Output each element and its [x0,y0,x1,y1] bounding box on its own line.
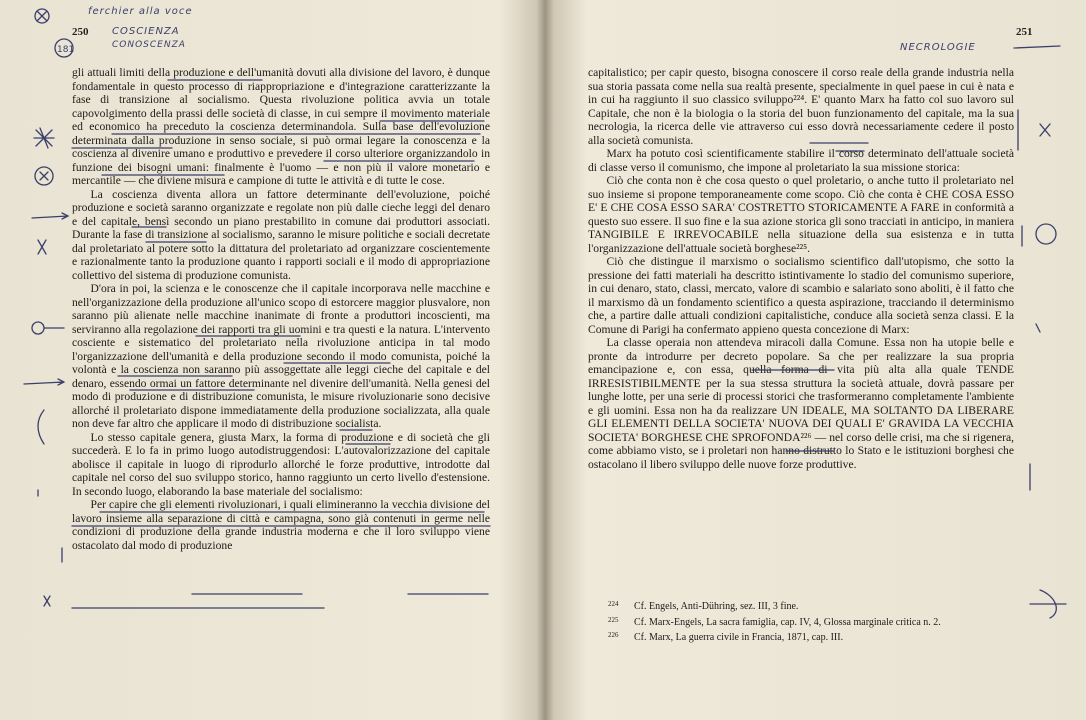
page-number: 251 [1016,26,1033,38]
paragraph: Per capire che gli elementi rivoluzionari, i quali elimineranno la vecchia divisione del lavoro insieme alla separazione di città e campagna, sono già contenuti in germe nelle condizioni di produzione della grande industria moderna e che il loro sviluppo viene ostacolato dal modo di produzione [72,498,490,552]
paragraph: D'ora in poi, la scienza e le conoscenze che il capitale incorporava nelle macchine e nell'organizzazione della produzione all'unico scopo di estorcere maggior plusvalore, non saranno più alienate nelle macchine inanimate di fronte a produttori incoscienti, ma serviranno alla regolazione dei rapporti tra gli uomini e tra questi e la natura. L'intervento cosciente e sistematico del proletariato nella rivoluzione anticipa in tal modo l'organizzazione dell'umanità e della produzione secondo il modo comunista, poiché la volontà e la coscienza non saranno più assoggettate alle leggi cieche del capitale e del denaro, essendo ormai un fattore determinante nel divenire dell'umanità. Nella genesi del modo di produzione e di distribuzione comunista, le misure rivoluzionarie sono decisive allorché il proletariato dispone immediatamente della produzione socializzata, alla quale non deve far altro che applicare il modo di distribuzione socialista. [72,282,490,430]
footnote-text: Cf. Engels, Anti-Dühring, sez. III, 3 fine. [634,601,799,612]
handwritten-note: ferchier alla voce [88,6,193,17]
paragraph: Ciò che conta non è che cosa questo o quel proletario, o anche tutto il proletariato nel suo insieme si propone temporaneamente come scopo. Ciò che conta è CHE COSA ESSO E' E CHE COSA ESSO SARA' COSTRETTO STORICAMENTE A FARE in conformità a questo suo essere. Il suo fine e la sua azione storica gli sono tracciati in anticipo, in maniera TANGIBILE E IRREVOCABILE nella situazione della sua esistenza e in tutta l'organizzazione dell'attuale società borghese²²⁵. [588,174,1014,255]
page-body [588,66,1014,471]
footnote-number: 224 [608,600,619,608]
page-body [72,66,490,552]
footnote-text: Cf. Marx, La guerra civile in Francia, 1871, cap. III. [634,632,844,643]
paragraph: gli attuali limiti della produzione e dell'umanità dovuti alla divisione del lavoro, è dunque fondamentale in questo processo di riappropriazione e d'integrazione caratterizzante la fase di transizione al socialismo. Questa rivoluzione politica avvia un totale capovolgimento della prassi delle società di classe, in cui sempre il movimento materiale ed economico ha preceduto la coscienza determinandola. Sulla base dell'evoluzione determinata dalla produzione in senso sociale, si può ormai legare la conoscenza e la coscienza al divenire umano e produttivo e prevedere il corso ulteriore organizzandolo in funzione dei bisogni umani: finalmente è l'uomo — e non più il valore monetario e mercantile — che diviene misura e campione di tutte le attività e di tutte le cose. [72,66,490,187]
handwritten-note: COSCIENZA [112,26,180,37]
footnotes [608,598,1028,645]
left-page [0,0,540,720]
footnote [608,629,1028,645]
paragraph: La coscienza diventa allora un fattore determinante dell'evoluzione, poiché produzione e società saranno organizzate e regolate non più dalle cieche leggi del denaro e del capitale, bensì secondo un piano prestabilito in comune dai produttori associati. Durante la fase di transizione al socialismo, saranno le misure politiche e sociali decretate dal proletariato al potere sotto la dittatura del proletariato ad organizzare coscientemente e razionalmente tanto la produzione quanto i rapporti sociali e il modo di appropriazione collettivo del sistema di produzione comunista. [72,187,490,282]
handwritten-note: CONOSCENZA [112,40,186,50]
handwritten-note: NECROLOGIE [900,42,976,53]
paragraph: Marx ha potuto così scientificamente stabilire il corso determinato dell'attuale società di classe verso il comunismo, che impone al proletariato la sua missione storica: [588,147,1014,174]
footnote [608,614,1028,630]
paragraph: capitalistico; per capir questo, bisogna conoscere il corso reale della grande industria nella sua storia passata come nella sua realtà presente, specialmente in quel paese in cui è nata e in cui ha raggiunto il suo classico sviluppo²²⁴. E' quanto Marx ha fatto col suo lavoro sul Capitale, che non è la biologia o la storia del buon funzionamento del capitale, ma la sua necrologia, la ricerca delle vie attraverso cui esso dovrà necessariamente cedere il posto alla società comunista. [588,66,1014,147]
handwritten-note: 181 [57,45,75,55]
footnote [608,598,1028,614]
paragraph: La classe operaia non attendeva miracoli dalla Comune. Essa non ha utopie belle e pronte da introdurre per decreto popolare. Sa che per realizzare la sua propria emancipazione e, con essa, quella forma di vita più alta alla quale TENDE IRRESISTIBILMENTE per la sua stessa struttura la società attuale, dovrà passare per lunghe lotte, per una serie di processi storici che trasformeranno completamente l'ambiente e gli uomini. Essa non ha da realizzare UN IDEALE, MA SOLTANTO DA LIBERARE GLI ELEMENTI DELLA SOCIETA' NUOVA DEI QUALI E' GRAVIDA LA VECCHIA SOCIETA' BORGHESE CHE SPROFONDA²²⁶ — nel corso delle crisi, ma che si rigenera, come abbiamo visto, se i proletari non hanno distrutto lo Stato e le istituzioni borghesi che ostacolano il libero sviluppo delle nuove forze produttive. [588,336,1014,471]
page-number: 250 [72,26,89,38]
paragraph: Lo stesso capitale genera, giusta Marx, la forma di produzione e di società che gli succederà. E lo fa in primo luogo autodistruggendosi: L'autovalorizzazione del capitale abolisce il capitale in luogo di riprodurlo allorché le forze produttive, introdotte dal capitale nel corso del suo sviluppo storico, hanno raggiunto un certo livello d'estensione. In secondo luogo, elaborando la base materiale del socialismo: [72,430,490,498]
paragraph: Ciò che distingue il marxismo o socialismo scientifico dall'utopismo, che sotto la pressione dei fatti materiali ha descritto istintivamente lo stadio del comunismo superiore, in cui denaro, stato, classi, mercato, valore di scambio e salariato sono aboliti, è il fatto che il marxismo dà un fondamento scientifico a questa aspirazione, tracciando il determinismo che, a partire dalle attuali condizioni capitalistiche, conduce alla società senza classi. E la Comune di Parigi ha confermato appieno questa concezione di Marx: [588,255,1014,336]
footnote-number: 225 [608,615,619,624]
footnote-text: Cf. Marx-Engels, La sacra famiglia, cap. IV, 4, Glossa marginale critica n. 2. [634,616,941,628]
footnote-number: 226 [608,631,619,639]
